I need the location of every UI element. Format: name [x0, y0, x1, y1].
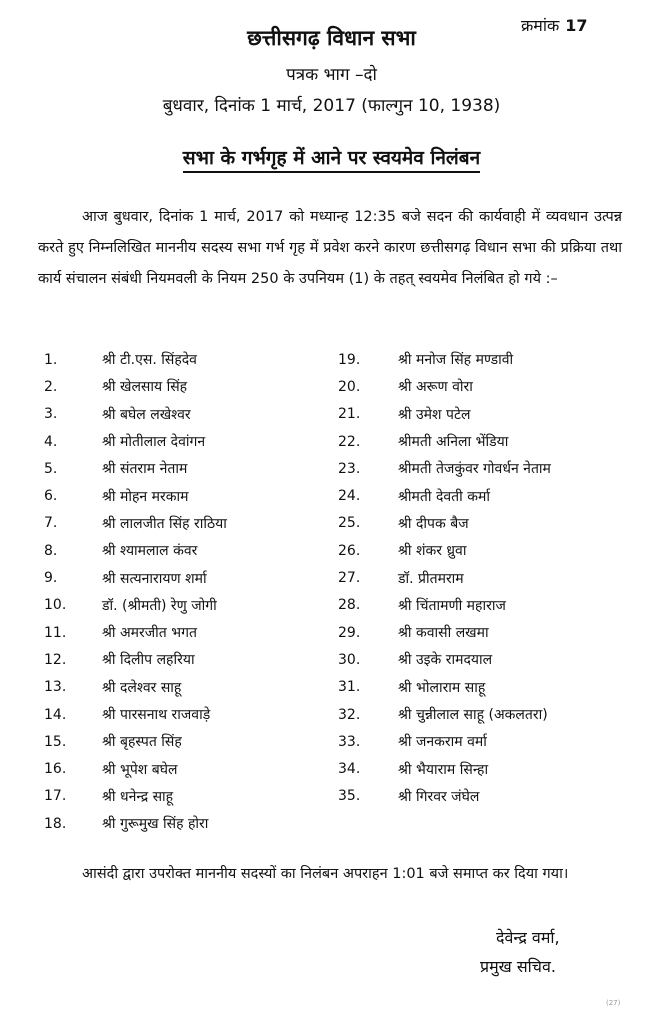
intro-paragraph: आज बुधवार, दिनांक 1 मार्च, 2017 को मध्यान्ह 12:35 बजे सदन की कार्यवाही में व्यवधान उत्पन्न करते हुए निम्नलिखित माननीय सदस्य सभा गर्भ गृह में प्रवेश करने कारण छत्तीसगढ़ विधान सभा की प्रक्रिया तथा कार्य संचालन संबंधी नियमवली के नियम 250 के उपनियम (1) के तहत् स्वयमेव निलंबित हो गये :–: [38, 209, 622, 287]
member-row: [338, 428, 551, 455]
closing-paragraph: आसंदी द्वारा उपरोक्त माननीय सदस्यों का निलंबन अपराहन 1:01 बजे समाप्त कर दिया गया।: [82, 866, 569, 882]
member-name: श्रीमती तेजकुंवर गोवर्धन नेताम: [398, 461, 551, 478]
member-row: [44, 592, 227, 619]
member-number: 8.: [44, 542, 58, 559]
member-number: 5.: [44, 460, 58, 477]
member-row: [44, 755, 227, 782]
member-number: 7.: [44, 515, 58, 532]
member-row: [338, 755, 551, 782]
member-name: श्री उइके रामदयाल: [398, 652, 493, 669]
member-number: 3.: [44, 406, 58, 423]
member-number: 35.: [338, 788, 361, 805]
member-number: 10.: [44, 597, 67, 614]
member-number: 29.: [338, 624, 361, 641]
member-name: श्री उमेश पटेल: [398, 406, 471, 423]
member-row: [338, 619, 551, 646]
page-mark: (27): [606, 999, 621, 1007]
member-row: [44, 373, 227, 400]
member-number: 14.: [44, 706, 67, 723]
member-row: [44, 346, 227, 373]
member-name: श्री चुन्नीलाल साहू (अकलतरा): [398, 707, 548, 723]
member-number: 2.: [44, 378, 58, 395]
member-name: श्री मनोज सिंह मण्डावी: [398, 352, 514, 369]
member-number: 15.: [44, 733, 67, 750]
member-number: 26.: [338, 542, 361, 559]
member-name: श्री भैयाराम सिन्हा: [398, 761, 489, 778]
session-date: बुधवार, दिनांक 1 मार्च, 2017 (फाल्गुन 10, 1938): [162, 96, 501, 116]
member-row: [338, 537, 551, 564]
signatory-designation: प्रमुख सचिव.: [480, 957, 556, 976]
member-row: [44, 783, 227, 810]
member-row: [338, 401, 551, 428]
member-number: 34.: [338, 761, 361, 778]
member-name: श्री सत्यनारायण शर्मा: [102, 570, 207, 587]
serial-value: 17: [565, 16, 588, 35]
member-name: डॉ. प्रीतमराम: [398, 570, 464, 587]
member-number: 4.: [44, 433, 58, 450]
member-number: 22.: [338, 433, 361, 450]
member-name: श्री भूपेश बघेल: [102, 761, 178, 778]
member-number: 1.: [44, 351, 58, 368]
member-number: 32.: [338, 706, 361, 723]
member-name: श्री दिलीप लहरिया: [102, 652, 195, 669]
member-number: 13.: [44, 679, 67, 696]
member-name: श्री मोहन मरकाम: [102, 488, 189, 505]
members-list-right: [338, 346, 551, 810]
member-number: 30.: [338, 651, 361, 668]
member-row: [44, 428, 227, 455]
member-row: [338, 674, 551, 701]
member-name: श्री जनकराम वर्मा: [398, 734, 487, 751]
member-number: 16.: [44, 761, 67, 778]
member-number: 9.: [44, 570, 58, 587]
member-name: डॉ. (श्रीमती) रेणु जोगी: [102, 597, 217, 614]
member-row: [44, 674, 227, 701]
member-name: श्री दलेश्वर साहू: [102, 679, 182, 696]
member-name: श्री शंकर ध्रुवा: [398, 543, 467, 560]
member-name: श्री संतराम नेताम: [102, 461, 188, 478]
member-row: [44, 537, 227, 564]
member-name: श्रीमती देवती कर्मा: [398, 488, 490, 505]
member-row: [44, 510, 227, 537]
member-row: [44, 482, 227, 509]
member-name: श्रीमती अनिला भेंडिया: [398, 434, 509, 451]
member-number: 6.: [44, 488, 58, 505]
member-row: [44, 564, 227, 591]
member-row: [338, 510, 551, 537]
member-name: श्री चिंतामणी महाराज: [398, 597, 506, 614]
member-number: 24.: [338, 488, 361, 505]
member-name: श्री दीपक बैज: [398, 515, 469, 532]
member-name: श्री श्यामलाल कंवर: [102, 543, 198, 560]
member-number: 33.: [338, 733, 361, 750]
member-row: [44, 619, 227, 646]
member-name: श्री खेलसाय सिंह: [102, 379, 188, 396]
notice-heading: [0, 144, 663, 170]
member-name: श्री कवासी लखमा: [398, 625, 489, 642]
member-row: [338, 482, 551, 509]
bulletin-part: पत्रक भाग –दो: [286, 65, 377, 85]
member-number: 20.: [338, 378, 361, 395]
members-list-left: [44, 346, 227, 837]
member-name: श्री टी.एस. सिंहदेव: [102, 352, 197, 369]
member-name: श्री बृहस्पत सिंह: [102, 734, 182, 751]
member-row: [338, 783, 551, 810]
member-name: श्री गिरवर जंघेल: [398, 788, 480, 805]
notice-heading-text: सभा के गर्भगृह में आने पर स्वयमेव निलंबन: [183, 147, 480, 173]
member-name: श्री बघेल लखेश्वर: [102, 406, 191, 423]
member-name: श्री धनेन्द्र साहू: [102, 788, 174, 805]
member-name: श्री अरूण वोरा: [398, 379, 473, 396]
member-number: 23.: [338, 460, 361, 477]
member-number: 19.: [338, 351, 361, 368]
member-row: [338, 455, 551, 482]
member-row: [44, 646, 227, 673]
member-row: [338, 728, 551, 755]
member-row: [338, 646, 551, 673]
member-row: [44, 701, 227, 728]
member-number: 17.: [44, 788, 67, 805]
member-row: [44, 401, 227, 428]
member-name: श्री अमरजीत भगत: [102, 625, 197, 642]
member-name: श्री मोतीलाल देवांगन: [102, 434, 206, 451]
member-number: 11.: [44, 624, 67, 641]
member-number: 12.: [44, 651, 67, 668]
member-number: 21.: [338, 406, 361, 423]
signatory-name: देवेन्द्र वर्मा,: [496, 928, 560, 947]
member-row: [338, 564, 551, 591]
member-name: श्री भोलाराम साहू: [398, 679, 486, 696]
member-row: [44, 455, 227, 482]
member-name: श्री पारसनाथ राजवाड़े: [102, 707, 211, 723]
member-name: श्री लालजीत सिंह राठिया: [102, 515, 227, 532]
member-row: [44, 728, 227, 755]
serial-label: क्रमांक: [521, 16, 560, 35]
member-number: 27.: [338, 570, 361, 587]
member-row: [338, 373, 551, 400]
member-row: [44, 810, 227, 837]
member-row: [338, 701, 551, 728]
assembly-title: छत्तीसगढ़ विधान सभा: [247, 26, 416, 50]
member-row: [338, 592, 551, 619]
member-number: 25.: [338, 515, 361, 532]
member-name: श्री गुरूमुख सिंह होरा: [102, 816, 209, 833]
member-number: 18.: [44, 815, 67, 832]
member-number: 31.: [338, 679, 361, 696]
member-number: 28.: [338, 597, 361, 614]
member-row: [338, 346, 551, 373]
